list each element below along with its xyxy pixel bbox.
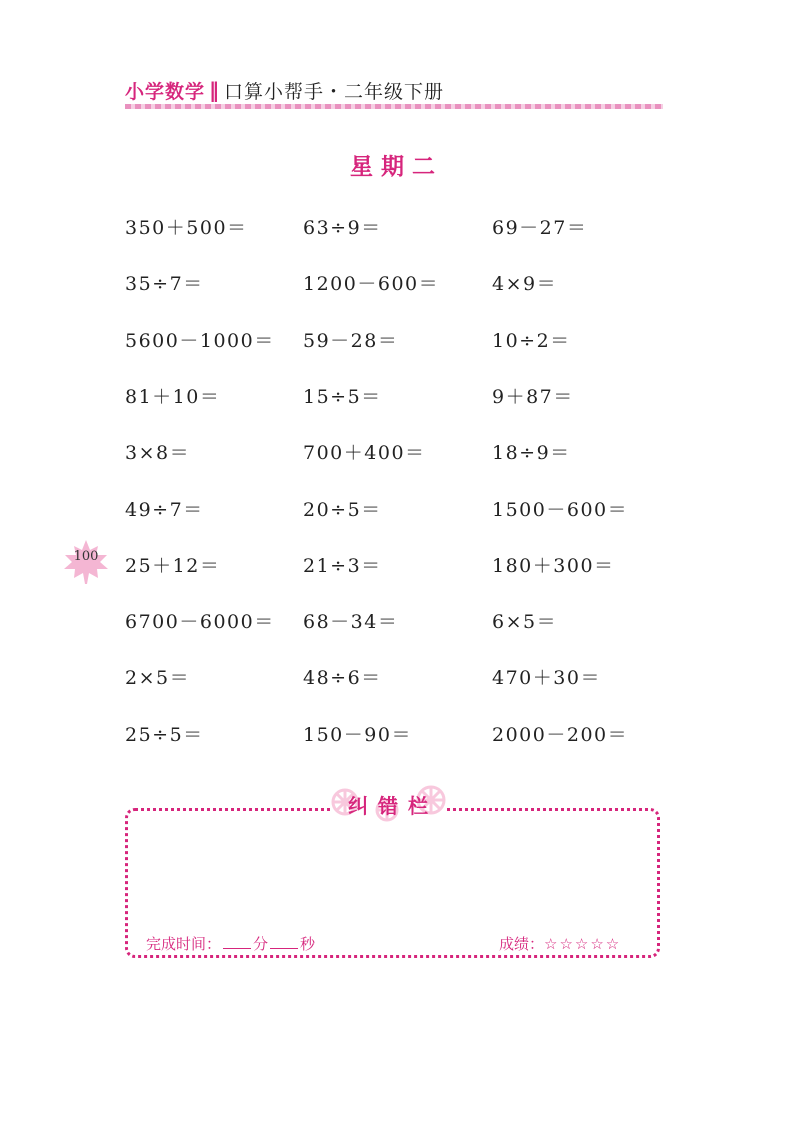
problem-item: 69－27＝ — [492, 217, 588, 239]
problem-item: 2000－200＝ — [492, 723, 629, 746]
problem-item: 25＋12＝ — [125, 554, 221, 577]
header-separator: ‖ — [209, 78, 220, 102]
problem-item: 3×8＝ — [125, 442, 191, 465]
problem-item: 63÷9＝ — [303, 217, 382, 239]
correction-box-title: 纠错栏 — [348, 794, 438, 818]
score-label: 成绩： — [499, 935, 545, 953]
problem-item: 68－34＝ — [303, 611, 399, 634]
book-title: 口算小帮手・二年级下册 — [224, 80, 445, 103]
problem-item: 1200－600＝ — [303, 273, 440, 296]
problem-item: 21÷3＝ — [303, 554, 382, 577]
minute-unit: 分 — [253, 935, 269, 953]
problem-item: 470＋30＝ — [492, 667, 601, 690]
series-title: 小学数学 — [125, 80, 206, 103]
problem-item: 180＋300＝ — [492, 554, 615, 577]
seconds-blank — [270, 934, 298, 949]
problem-item: 81＋10＝ — [125, 385, 221, 408]
problem-item: 6×5＝ — [492, 611, 558, 634]
problem-item: 25÷5＝ — [125, 723, 204, 746]
problem-item: 10÷2＝ — [492, 329, 571, 352]
day-title: 星期二 — [350, 154, 443, 180]
problem-item: 9＋87＝ — [492, 385, 574, 408]
minutes-blank — [223, 934, 251, 949]
problem-item: 2×5＝ — [125, 667, 191, 690]
completion-time — [146, 933, 315, 954]
problem-item: 350＋500＝ — [125, 217, 248, 239]
page-number: 100 — [73, 549, 99, 564]
problem-item: 35÷7＝ — [125, 273, 204, 296]
problem-item: 1500－600＝ — [492, 498, 629, 521]
problem-item: 48÷6＝ — [303, 667, 382, 690]
problem-item: 5600－1000＝ — [125, 329, 275, 352]
problem-item: 700＋400＝ — [303, 442, 426, 465]
problem-item: 59－28＝ — [303, 329, 399, 352]
problem-item: 15÷5＝ — [303, 385, 382, 408]
score — [499, 933, 621, 954]
problem-item: 150－90＝ — [303, 723, 412, 746]
problem-item: 49÷7＝ — [125, 498, 204, 521]
score-stars: ☆☆☆☆☆ — [544, 935, 622, 953]
second-unit: 秒 — [300, 935, 316, 953]
problem-item: 20÷5＝ — [303, 498, 382, 521]
time-label: 完成时间： — [146, 935, 222, 953]
problem-item: 18÷9＝ — [492, 442, 571, 465]
problem-item: 4×9＝ — [492, 273, 558, 296]
problem-item: 6700－6000＝ — [125, 611, 275, 634]
